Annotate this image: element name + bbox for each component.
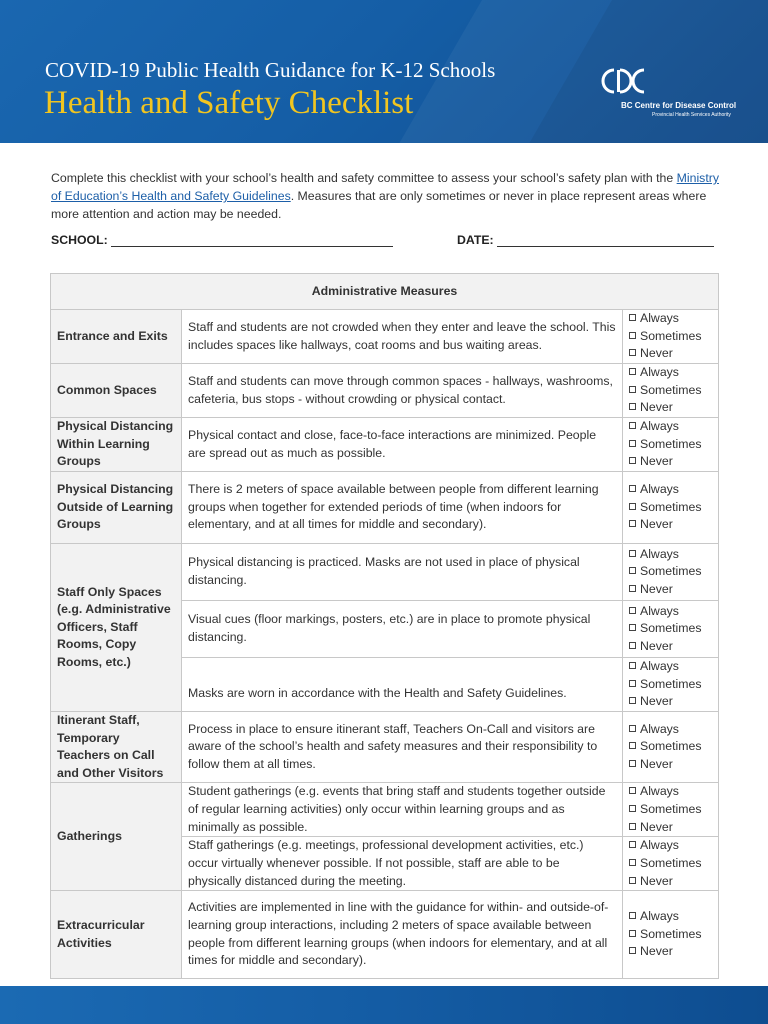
option-sometimes[interactable]	[629, 926, 712, 944]
row-measure: Student gatherings (e.g. events that bring staff and students together outside of regular learning activities) only occur within learning groups and as minimally as possible.	[182, 783, 623, 837]
option-label: Sometimes	[640, 926, 702, 941]
school-input-line[interactable]	[111, 235, 393, 247]
option-label: Always	[640, 603, 679, 618]
option-label: Sometimes	[640, 802, 702, 817]
option-always[interactable]	[629, 908, 712, 926]
checkbox-icon[interactable]	[629, 520, 636, 527]
option-always[interactable]	[629, 481, 712, 499]
row-options	[623, 472, 719, 544]
row-measure: Visual cues (floor markings, posters, etc.) are in place to promote physical distancing.	[182, 601, 623, 658]
logo-organization-name: BC Centre for Disease Control	[621, 101, 737, 110]
date-input-line[interactable]	[497, 235, 714, 247]
checkbox-icon[interactable]	[629, 368, 636, 375]
school-label: SCHOOL:	[51, 233, 108, 247]
checkbox-icon[interactable]	[629, 567, 636, 574]
checkbox-icon[interactable]	[629, 585, 636, 592]
footer-bar	[0, 986, 768, 1024]
row-options	[623, 310, 719, 364]
checkbox-icon[interactable]	[629, 349, 636, 356]
row-measure: Masks are worn in accordance with the Health and Safety Guidelines.	[182, 658, 623, 712]
option-never[interactable]	[629, 873, 712, 891]
row-options	[623, 418, 719, 472]
option-label: Sometimes	[640, 855, 702, 870]
row-options	[623, 712, 719, 783]
option-never[interactable]	[629, 453, 712, 471]
row-measure: Process in place to ensure itinerant staff, Teachers On-Call and visitors are aware of the school’s health and safety measures and their responsibility to follow them at all times.	[182, 712, 623, 783]
option-label: Always	[640, 419, 679, 434]
option-label: Never	[640, 346, 673, 361]
option-sometimes[interactable]	[629, 382, 712, 400]
option-label: Never	[640, 819, 673, 834]
intro-paragraph	[51, 169, 721, 223]
option-never[interactable]	[629, 638, 712, 656]
checkbox-icon[interactable]	[629, 403, 636, 410]
option-sometimes[interactable]	[629, 738, 712, 756]
option-always[interactable]	[629, 658, 712, 676]
option-label: Always	[640, 546, 679, 561]
table-row	[51, 472, 719, 544]
checkbox-icon[interactable]	[629, 930, 636, 937]
option-always[interactable]	[629, 546, 712, 564]
checkbox-icon[interactable]	[629, 912, 636, 919]
bccdc-logo-icon	[600, 66, 646, 96]
option-sometimes[interactable]	[629, 563, 712, 581]
option-label: Sometimes	[640, 328, 702, 343]
option-label: Never	[640, 694, 673, 709]
option-sometimes[interactable]	[629, 801, 712, 819]
option-label: Never	[640, 638, 673, 653]
checkbox-icon[interactable]	[629, 314, 636, 321]
option-label: Always	[640, 838, 679, 853]
row-measure: Staff gatherings (e.g. meetings, professional development activities, etc.) occur virtually whenever possible. If not possible, staff are able to be physically distanced during the meeting.	[182, 837, 623, 891]
row-options	[623, 364, 719, 418]
table-row	[51, 364, 719, 418]
option-label: Sometimes	[640, 676, 702, 691]
intro-text: Complete this checklist with your school’s health and safety committee to assess your school’s safety plan with the	[51, 171, 677, 185]
date-label: DATE:	[457, 233, 494, 247]
checkbox-icon[interactable]	[629, 550, 636, 557]
row-measure: There is 2 meters of space available between people from different learning groups when together for extended periods of time (when indoors for elementary, and at all times for middle and secondary).	[182, 472, 623, 544]
row-measure: Physical contact and close, face-to-face interactions are minimized. People are spread out as much as possible.	[182, 418, 623, 472]
option-label: Never	[640, 944, 673, 959]
row-options	[623, 891, 719, 979]
table-row	[51, 418, 719, 472]
option-never[interactable]	[629, 581, 712, 599]
table-row	[51, 891, 719, 979]
option-label: Sometimes	[640, 382, 702, 397]
table-row	[51, 783, 719, 837]
row-measure: Physical distancing is practiced. Masks are not used in place of physical distancing.	[182, 544, 623, 601]
checkbox-icon[interactable]	[629, 422, 636, 429]
option-label: Always	[640, 659, 679, 674]
checkbox-icon[interactable]	[629, 457, 636, 464]
checkbox-icon[interactable]	[629, 642, 636, 649]
row-options	[623, 544, 719, 601]
row-measure: Activities are implemented in line with the guidance for within- and outside-of-learning group interactions, including 2 meters of space available between people from different learning groups (when indoors for elementary, and at all times for middle and secondary).	[182, 891, 623, 979]
option-never[interactable]	[629, 693, 712, 711]
option-label: Never	[640, 517, 673, 532]
row-category: Physical Distancing Within Learning Groups	[51, 418, 182, 472]
option-label: Always	[640, 311, 679, 326]
row-options	[623, 601, 719, 658]
row-options	[623, 783, 719, 837]
checkbox-icon[interactable]	[629, 805, 636, 812]
option-never[interactable]	[629, 756, 712, 774]
option-label: Never	[640, 756, 673, 771]
option-label: Always	[640, 721, 679, 736]
option-label: Never	[640, 400, 673, 415]
option-always[interactable]	[629, 418, 712, 436]
option-label: Sometimes	[640, 739, 702, 754]
checkbox-icon[interactable]	[629, 859, 636, 866]
document-subtitle: COVID-19 Public Health Guidance for K-12 Schools	[45, 58, 496, 82]
option-label: Always	[640, 909, 679, 924]
row-category: Common Spaces	[51, 364, 182, 418]
option-label: Always	[640, 784, 679, 799]
checkbox-icon[interactable]	[629, 823, 636, 830]
row-category: Gatherings	[51, 783, 182, 891]
option-never[interactable]	[629, 516, 712, 534]
option-sometimes[interactable]	[629, 676, 712, 694]
checklist-table	[50, 273, 719, 979]
option-label: Never	[640, 873, 673, 888]
checkbox-icon[interactable]	[629, 332, 636, 339]
row-options	[623, 658, 719, 712]
checkbox-icon[interactable]	[629, 386, 636, 393]
option-always[interactable]	[629, 721, 712, 739]
checkbox-icon[interactable]	[629, 485, 636, 492]
checkbox-icon[interactable]	[629, 787, 636, 794]
option-always[interactable]	[629, 310, 712, 328]
logo-organization-subname: Provincial Health Services Authority	[652, 112, 731, 118]
row-options	[623, 837, 719, 891]
option-label: Always	[640, 482, 679, 497]
option-label: Never	[640, 454, 673, 469]
checkbox-icon[interactable]	[629, 742, 636, 749]
option-label: Sometimes	[640, 499, 702, 514]
checkbox-icon[interactable]	[629, 877, 636, 884]
checkbox-icon[interactable]	[629, 947, 636, 954]
checkbox-icon[interactable]	[629, 607, 636, 614]
table-row	[51, 712, 719, 783]
checkbox-icon[interactable]	[629, 725, 636, 732]
checkbox-icon[interactable]	[629, 503, 636, 510]
row-category: Entrance and Exits	[51, 310, 182, 364]
option-label: Sometimes	[640, 621, 702, 636]
option-always[interactable]	[629, 783, 712, 801]
document-title: Health and Safety Checklist	[44, 85, 414, 121]
checkbox-icon[interactable]	[629, 680, 636, 687]
option-sometimes[interactable]	[629, 855, 712, 873]
checkbox-icon[interactable]	[629, 760, 636, 767]
checkbox-icon[interactable]	[629, 662, 636, 669]
guidelines-link[interactable]: Ministry of Education’s Health and Safety Guidelines	[51, 171, 719, 203]
row-category: Physical Distancing Outside of Learning Groups	[51, 472, 182, 544]
table-header-row	[51, 274, 719, 310]
school-field	[51, 233, 393, 247]
row-category: Staff Only Spaces (e.g. Administrative Officers, Staff Rooms, Copy Rooms, etc.)	[51, 544, 182, 712]
option-label: Never	[640, 581, 673, 596]
section-header: Administrative Measures	[51, 274, 719, 310]
date-field	[457, 233, 714, 247]
option-never[interactable]	[629, 819, 712, 837]
option-sometimes[interactable]	[629, 620, 712, 638]
row-measure: Staff and students are not crowded when they enter and leave the school. This includes spaces like hallways, coat rooms and bus waiting areas.	[182, 310, 623, 364]
option-label: Sometimes	[640, 564, 702, 579]
option-always[interactable]	[629, 837, 712, 855]
option-always[interactable]	[629, 603, 712, 621]
checkbox-icon[interactable]	[629, 624, 636, 631]
checkbox-icon[interactable]	[629, 697, 636, 704]
option-always[interactable]	[629, 364, 712, 382]
option-sometimes[interactable]	[629, 328, 712, 346]
table-row	[51, 544, 719, 601]
option-label: Always	[640, 365, 679, 380]
checkbox-icon[interactable]	[629, 440, 636, 447]
intro-text: . Measures that are only sometimes or never in place represent areas where more attention and action may be needed.	[51, 189, 707, 221]
row-category: Extracurricular Activities	[51, 891, 182, 979]
checkbox-icon[interactable]	[629, 841, 636, 848]
option-never[interactable]	[629, 943, 712, 961]
table-row	[51, 310, 719, 364]
option-sometimes[interactable]	[629, 499, 712, 517]
option-sometimes[interactable]	[629, 436, 712, 454]
row-measure: Staff and students can move through common spaces - hallways, washrooms, cafeteria, bus stops - without crowding or physical contact.	[182, 364, 623, 418]
option-never[interactable]	[629, 345, 712, 363]
option-never[interactable]	[629, 399, 712, 417]
option-label: Sometimes	[640, 436, 702, 451]
header-banner	[0, 0, 768, 143]
row-category: Itinerant Staff, Temporary Teachers on Call and Other Visitors	[51, 712, 182, 783]
